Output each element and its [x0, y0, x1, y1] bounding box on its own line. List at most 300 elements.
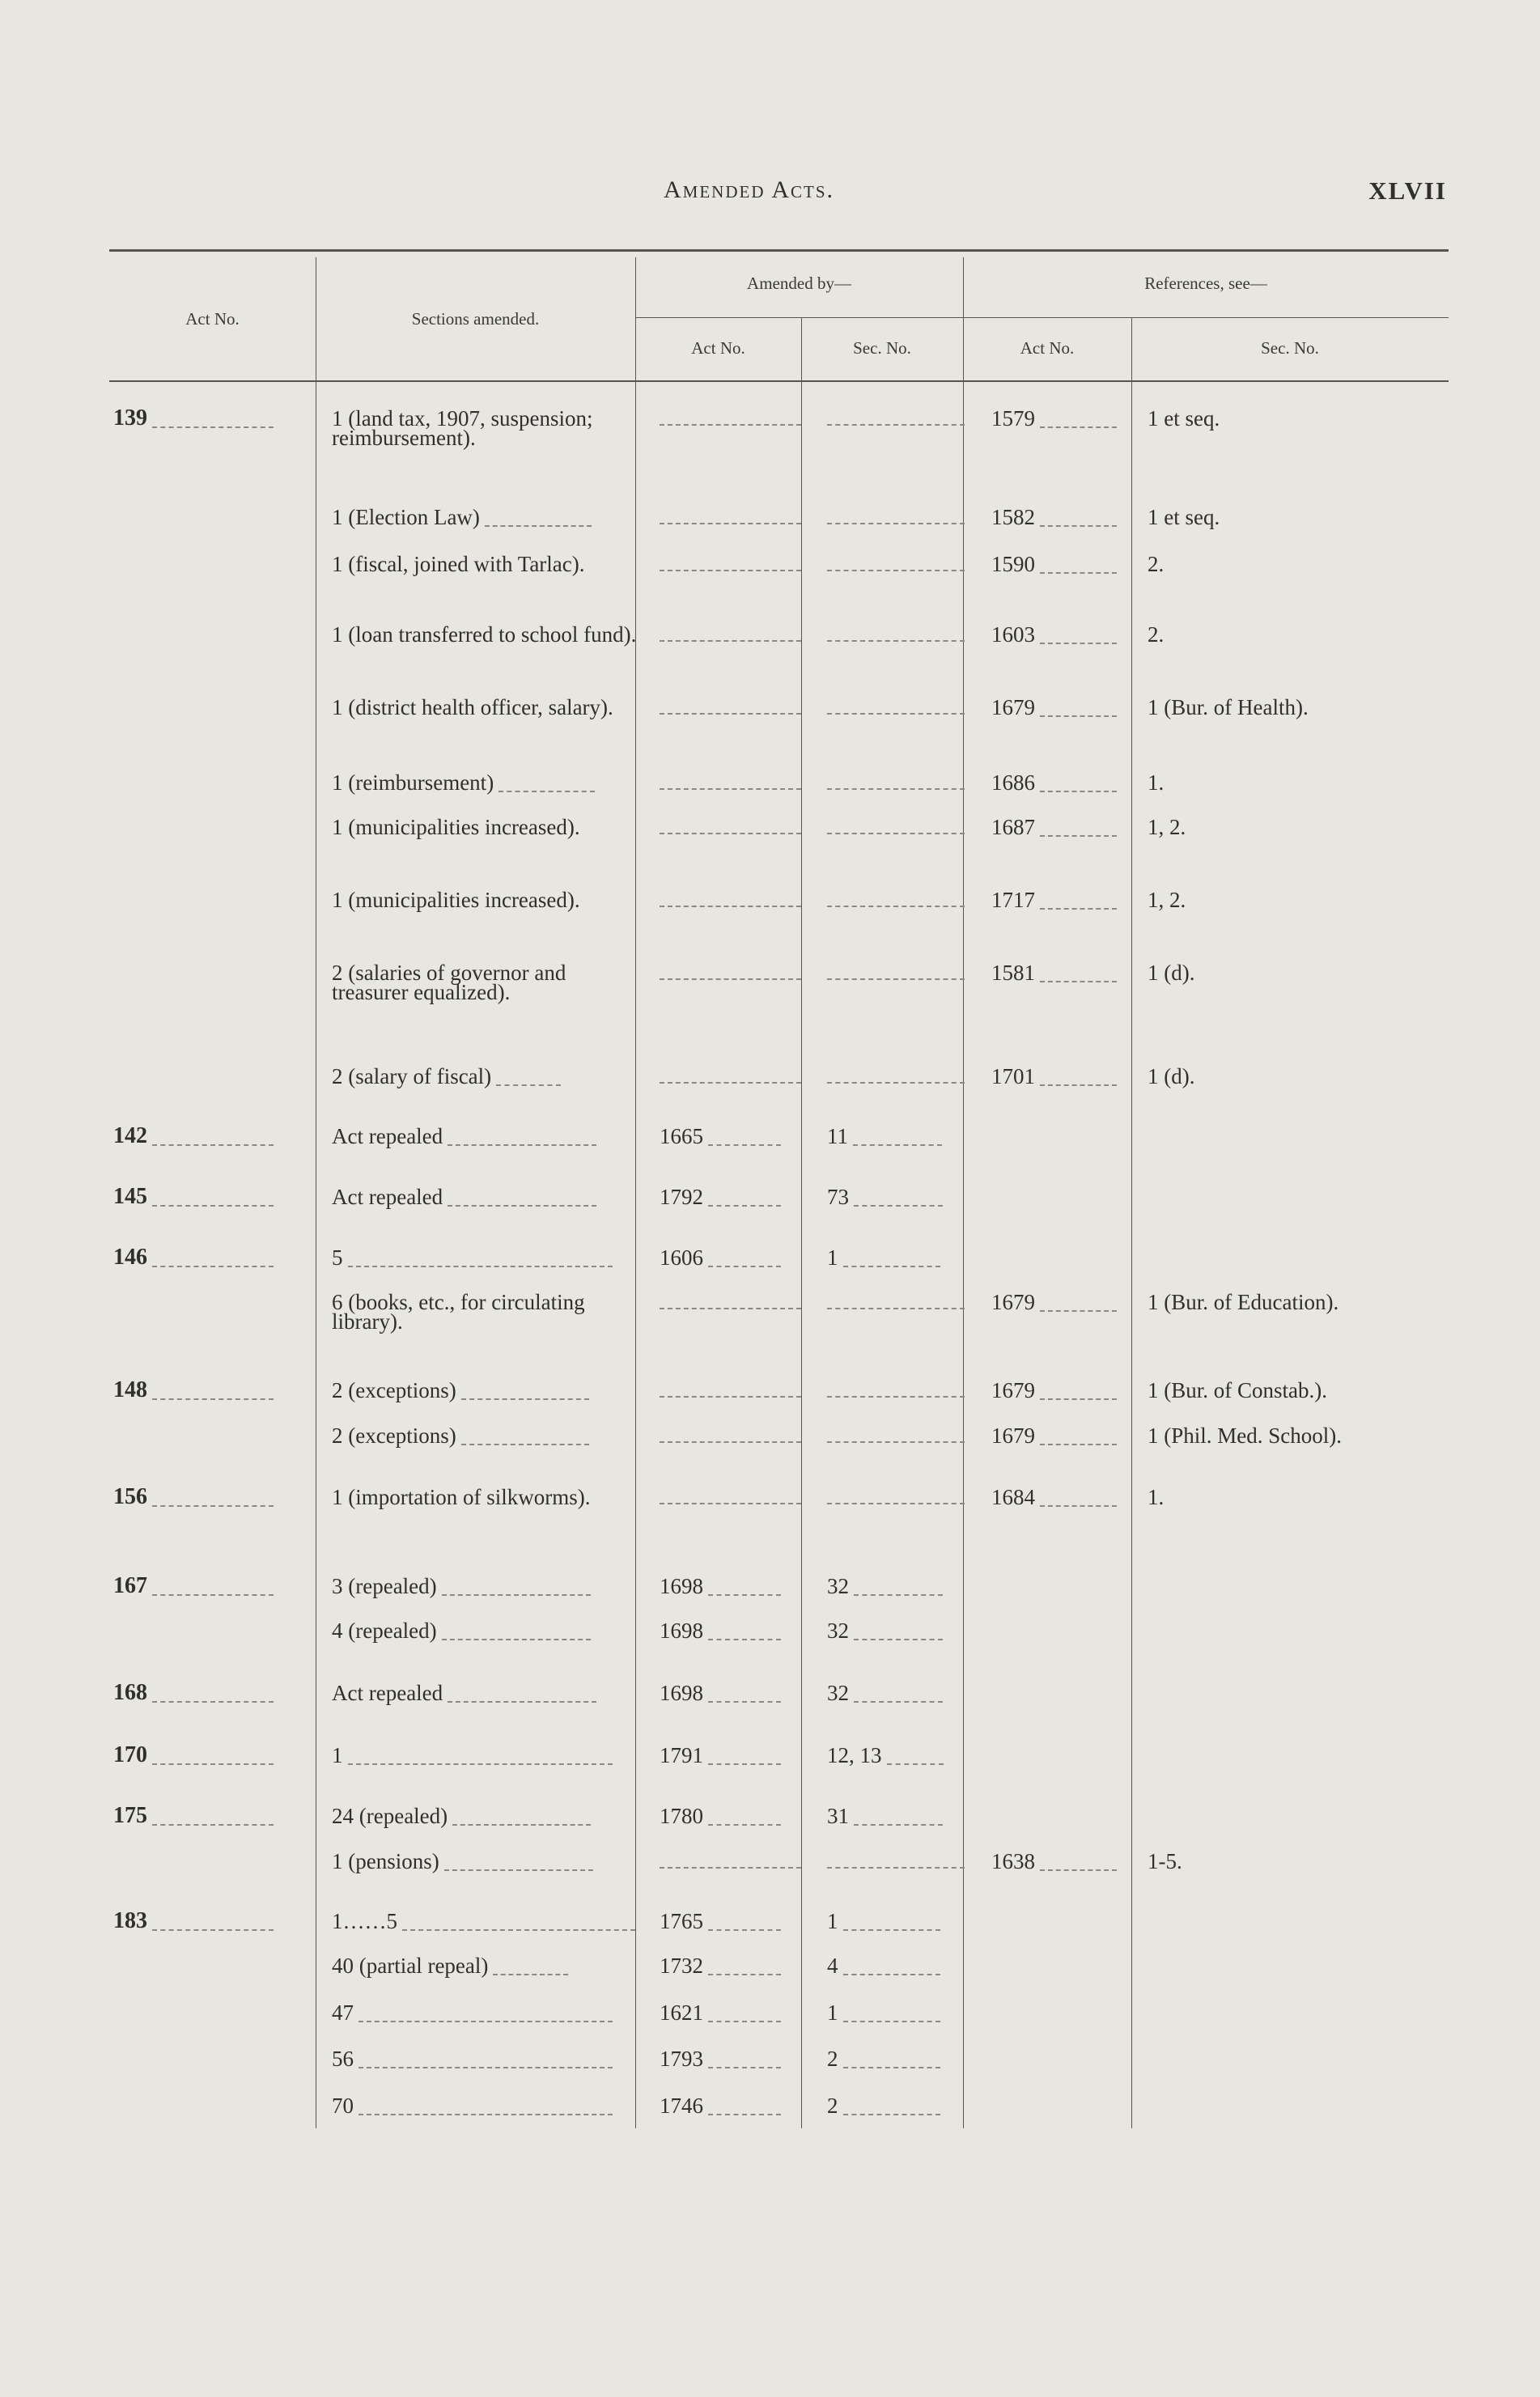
table-top-rule [109, 249, 1449, 252]
dot-leader [660, 1432, 801, 1443]
amended-by-sec-text: 12, 13 [827, 1743, 882, 1767]
amended-by-act [660, 2094, 805, 2118]
dot-leader [461, 1434, 589, 1445]
amended-by-act [660, 1911, 805, 1931]
reference-sec-text: 1 (Phil. Med. School). [1148, 1423, 1342, 1448]
reference-sec-text: 1-5. [1148, 1849, 1182, 1873]
sections-amended [332, 1954, 639, 1978]
amended-by-sec-empty [827, 773, 973, 792]
amended-by-sec-empty [827, 890, 973, 910]
reference-sec-text: 2. [1148, 622, 1165, 647]
reference-act-text: 1679 [991, 1290, 1035, 1314]
amended-by-act-empty [660, 963, 805, 982]
dot-leader [452, 1814, 591, 1826]
amended-by-act-empty [660, 554, 805, 574]
reference-sec [1148, 890, 1504, 910]
dot-leader [448, 1691, 596, 1703]
act-number [113, 405, 316, 431]
amended-by-sec-empty [827, 698, 973, 717]
dot-leader [843, 2104, 940, 2115]
act-number-text: 146 [113, 1245, 147, 1270]
dot-leader [843, 1964, 940, 1975]
dot-leader [348, 1754, 613, 1765]
dot-leader [843, 1256, 940, 1267]
dot-leader [448, 1135, 596, 1146]
amended-by-act-empty [660, 625, 805, 644]
amended-by-act-text: 1791 [660, 1743, 703, 1767]
act-number [113, 1245, 316, 1270]
references-subheader-rule [963, 317, 1449, 318]
amended-by-act [660, 1619, 805, 1643]
amended-by-act-empty [660, 409, 805, 428]
sections-amended-text: 70 [332, 2094, 354, 2118]
amended-by-act-empty [660, 1852, 805, 1871]
sections-amended [332, 817, 639, 837]
amended-by-act-empty [660, 1292, 805, 1312]
reference-sec-text: 1 (Bur. of Health). [1148, 695, 1309, 719]
sections-amended [332, 2094, 639, 2118]
amended-by-sec-text: 1 [827, 2000, 838, 2025]
dot-leader [827, 1857, 965, 1869]
reference-act-text: 1701 [991, 1064, 1035, 1088]
reference-act-text: 1679 [991, 1378, 1035, 1402]
dot-leader [708, 2057, 781, 2068]
act-number [113, 1377, 316, 1402]
dot-leader [660, 414, 801, 426]
reference-act-text: 1679 [991, 1423, 1035, 1448]
dot-leader [708, 1691, 781, 1703]
amended-by-act-text: 1746 [660, 2094, 703, 2118]
dot-leader [854, 1585, 943, 1596]
dot-leader [854, 1629, 943, 1640]
dot-leader [1040, 633, 1117, 644]
sections-amended [332, 1378, 639, 1402]
amended-by-act-empty [660, 773, 805, 792]
amended-by-act [660, 1743, 805, 1767]
dot-leader [827, 1072, 965, 1084]
sections-amended-text: 4 (repealed) [332, 1619, 437, 1643]
reference-sec-text: 1 (d). [1148, 961, 1195, 985]
amended-by-sec-text: 31 [827, 1804, 849, 1828]
dot-leader [660, 969, 801, 980]
amended-by-sec-text: 2 [827, 2047, 838, 2071]
dot-leader [1040, 971, 1117, 982]
amended-by-act-text: 1698 [660, 1619, 703, 1643]
reference-sec-text: 1. [1148, 770, 1165, 795]
dot-leader [827, 1298, 965, 1309]
amended-by-sec [827, 1683, 973, 1703]
amended-by-act-text: 1732 [660, 1954, 703, 1978]
amended-by-sec [827, 1126, 973, 1146]
sections-amended-text: 2 (salary of fiscal) [332, 1064, 492, 1088]
reference-sec-text: 1, 2. [1148, 888, 1186, 912]
dot-leader [152, 1195, 274, 1207]
reference-sec [1148, 1423, 1504, 1448]
reference-act [991, 554, 1137, 574]
amended-by-act-text: 1792 [660, 1185, 703, 1209]
dot-leader [152, 1814, 274, 1826]
dot-leader [152, 1135, 274, 1146]
sections-amended-text: Act repealed [332, 1681, 443, 1705]
act-number-text: 139 [113, 405, 147, 431]
sections-amended-text: 2 (exceptions) [332, 1378, 456, 1402]
sections-amended [332, 1126, 639, 1146]
dot-leader [708, 1585, 781, 1596]
dot-leader [827, 630, 965, 642]
reference-sec [1148, 1378, 1504, 1402]
act-number [113, 1680, 316, 1705]
dot-leader [660, 1072, 801, 1084]
amended-by-sec-empty [827, 1426, 973, 1445]
dot-leader [1040, 825, 1117, 837]
reference-act-text: 1579 [991, 406, 1035, 431]
page-number: XLVII [1368, 176, 1447, 205]
header-act-no: Act No. [185, 309, 240, 329]
header-references-act: Act No. [1020, 338, 1075, 358]
dot-leader [843, 1920, 940, 1931]
dot-leader [827, 1386, 965, 1398]
amended-by-sec-empty [827, 409, 973, 428]
reference-act [991, 406, 1137, 431]
amended-by-act-empty [660, 890, 805, 910]
amended-by-sec-empty [827, 1487, 973, 1507]
amended-by-act [660, 2047, 805, 2071]
reference-act-text: 1684 [991, 1485, 1035, 1509]
amended-by-sec [827, 2047, 973, 2071]
dot-leader [358, 2057, 613, 2068]
sections-amended [332, 695, 639, 719]
reference-act [991, 1292, 1137, 1312]
sections-amended-text: 2 (salaries of governor and treasurer equalized). [332, 961, 566, 1004]
amended-by-sec-text: 32 [827, 1619, 849, 1643]
dot-leader [708, 1754, 781, 1765]
sections-amended-text: 1 (land tax, 1907, suspension; reimbursement). [332, 406, 593, 450]
sections-amended-text: 1 (loan transferred to school fund). [332, 622, 637, 647]
dot-leader [854, 1195, 943, 1207]
dot-leader [348, 1256, 613, 1267]
dot-leader [660, 1857, 801, 1869]
reference-act-text: 1717 [991, 888, 1035, 912]
dot-leader [485, 515, 592, 527]
dot-leader [442, 1629, 591, 1640]
reference-act-text: 1638 [991, 1849, 1035, 1873]
act-number [113, 1742, 316, 1767]
dot-leader [152, 1495, 274, 1507]
reference-sec [1148, 1849, 1504, 1873]
amended-by-act-text: 1698 [660, 1681, 703, 1705]
amended-by-act-text: 1665 [660, 1124, 703, 1148]
sections-amended-text: 1 (pensions) [332, 1849, 439, 1873]
reference-act [991, 1487, 1137, 1507]
sections-amended-text: 3 (repealed) [332, 1574, 437, 1598]
dot-leader [660, 1493, 801, 1504]
dot-leader [358, 2104, 613, 2115]
reference-act-text: 1590 [991, 552, 1035, 576]
act-number-text: 175 [113, 1803, 147, 1828]
dot-leader [1040, 706, 1117, 717]
dot-leader [1040, 417, 1117, 428]
dot-leader [1040, 515, 1117, 527]
sections-amended-text: 1 (importation of silkworms). [332, 1485, 591, 1509]
amended-by-sec-text: 11 [827, 1124, 848, 1148]
amended-by-sec [827, 1911, 973, 1931]
reference-act [991, 770, 1137, 795]
reference-act-text: 1582 [991, 505, 1035, 529]
amended-by-act-text: 1621 [660, 2000, 703, 2025]
sections-amended-text: 1……5 [332, 1909, 397, 1933]
sections-amended-text: 1 (district health officer, salary). [332, 695, 613, 719]
act-number [113, 1908, 316, 1933]
dot-leader [708, 1135, 781, 1146]
sections-amended-text: Act repealed [332, 1124, 443, 1148]
amended-by-act-text: 1780 [660, 1804, 703, 1828]
reference-sec [1148, 770, 1504, 795]
sections-amended [332, 1911, 639, 1931]
dot-leader [843, 2011, 940, 2022]
reference-sec [1148, 1064, 1504, 1088]
sections-amended-text: 47 [332, 2000, 354, 2025]
reference-act [991, 1378, 1137, 1402]
amended-by-act [660, 1806, 805, 1826]
header-amended-by: Amended by— [747, 274, 851, 293]
amended-by-sec-text: 4 [827, 1954, 838, 1978]
amended-by-sec-empty [827, 507, 973, 527]
dot-leader [152, 417, 274, 428]
dot-leader [358, 2011, 613, 2022]
dot-leader [854, 1814, 943, 1826]
reference-act [991, 1849, 1137, 1873]
amended-by-sec [827, 1187, 973, 1207]
sections-amended-text: 1 [332, 1743, 343, 1767]
amended-by-act-text: 1606 [660, 1245, 703, 1270]
amended-subheader-rule [635, 317, 963, 318]
sections-amended-text: 1 (fiscal, joined with Tarlac). [332, 552, 585, 576]
dot-leader [1040, 1495, 1117, 1507]
header-amended-by-act: Act No. [691, 338, 745, 358]
dot-leader [152, 1389, 274, 1400]
reference-sec [1148, 695, 1504, 719]
sections-amended [332, 1187, 639, 1207]
reference-act-text: 1581 [991, 961, 1035, 985]
sections-amended [332, 890, 639, 910]
reference-act [991, 890, 1137, 910]
amended-by-act-empty [660, 817, 805, 837]
amended-by-sec-empty [827, 625, 973, 644]
sections-amended-text: 24 (repealed) [332, 1804, 448, 1828]
dot-leader [496, 1075, 561, 1086]
running-title: Amended Acts. [664, 176, 835, 203]
reference-sec [1148, 817, 1504, 837]
reference-sec [1148, 1487, 1504, 1507]
sections-amended [332, 1487, 639, 1507]
reference-act [991, 507, 1137, 527]
header-sections-amended: Sections amended. [411, 309, 540, 329]
dot-leader [660, 896, 801, 907]
dot-leader [498, 781, 595, 792]
dot-leader [152, 1256, 274, 1267]
dot-leader [660, 1386, 801, 1398]
reference-act [991, 1064, 1137, 1088]
dot-leader [444, 1860, 593, 1871]
act-number [113, 1123, 316, 1148]
reference-sec [1148, 554, 1504, 574]
dot-leader [827, 896, 965, 907]
amended-by-sec [827, 1576, 973, 1596]
sections-amended [332, 406, 639, 450]
dot-leader [708, 1814, 781, 1826]
dot-leader [1040, 1300, 1117, 1312]
sections-amended [332, 554, 639, 574]
reference-act [991, 1423, 1137, 1448]
act-number [113, 1803, 316, 1828]
sections-amended-text: 1 (Election Law) [332, 505, 480, 529]
amended-by-act-text: 1698 [660, 1574, 703, 1598]
dot-leader [708, 2011, 781, 2022]
reference-sec-text: 1 (Bur. of Constab.). [1148, 1378, 1327, 1402]
amended-by-sec-text: 32 [827, 1681, 849, 1705]
dot-leader [827, 1432, 965, 1443]
amended-by-act-empty [660, 1487, 805, 1507]
reference-sec [1148, 406, 1504, 431]
reference-act-text: 1686 [991, 770, 1035, 795]
amended-by-act-empty [660, 1067, 805, 1086]
sections-amended [332, 507, 639, 527]
dot-leader [827, 969, 965, 980]
sections-amended-text: 56 [332, 2047, 354, 2071]
dot-leader [827, 560, 965, 571]
dot-leader [827, 703, 965, 715]
act-number-text: 148 [113, 1377, 147, 1402]
sections-amended [332, 1245, 639, 1270]
sections-amended-text: 1 (reimbursement) [332, 770, 494, 795]
dot-leader [827, 823, 965, 834]
dot-leader [1040, 1860, 1117, 1871]
amended-by-act [660, 1576, 805, 1596]
page-header [0, 176, 1540, 217]
sections-amended-text: 1 (municipalities increased). [332, 888, 580, 912]
dot-leader [461, 1389, 589, 1400]
amended-by-sec-empty [827, 963, 973, 982]
amended-by-act-empty [660, 698, 805, 717]
dot-leader [448, 1195, 596, 1207]
amended-by-sec [827, 1245, 973, 1270]
reference-act-text: 1687 [991, 815, 1035, 839]
header-bottom-rule [109, 380, 1449, 382]
amended-by-act [660, 1683, 805, 1703]
dot-leader [660, 778, 801, 790]
reference-act [991, 695, 1137, 719]
dot-leader [827, 1493, 965, 1504]
amended-by-act [660, 1187, 805, 1207]
header-amended-by-sec: Sec. No. [853, 338, 911, 358]
sections-amended-text: 40 (partial repeal) [332, 1954, 489, 1978]
dot-leader [660, 703, 801, 715]
amended-by-sec [827, 2000, 973, 2025]
amended-by-sec-empty [827, 554, 973, 574]
dot-leader [1040, 1075, 1117, 1086]
amended-by-sec-empty [827, 1067, 973, 1086]
sections-amended-text: Act repealed [332, 1185, 443, 1209]
dot-leader [660, 1298, 801, 1309]
dot-leader [660, 513, 801, 524]
dot-leader [827, 778, 965, 790]
dot-leader [1040, 898, 1117, 910]
sections-amended [332, 1064, 639, 1088]
sections-amended [332, 1743, 639, 1767]
sections-amended [332, 1576, 639, 1596]
sections-amended-text: 5 [332, 1245, 343, 1270]
dot-leader [708, 1964, 781, 1975]
reference-sec-text: 1 et seq. [1148, 406, 1220, 431]
dot-leader [152, 1585, 274, 1596]
amended-by-sec-empty [827, 817, 973, 837]
amended-by-act [660, 1954, 805, 1978]
reference-sec-text: 1 (d). [1148, 1064, 1195, 1088]
dot-leader [152, 1754, 274, 1765]
amended-by-sec-text: 1 [827, 1909, 838, 1933]
amended-by-act [660, 2000, 805, 2025]
dot-leader [708, 1629, 781, 1640]
sections-amended [332, 1290, 639, 1334]
amended-by-sec [827, 1954, 973, 1978]
reference-sec [1148, 1292, 1504, 1312]
reference-act [991, 817, 1137, 837]
dot-leader [660, 560, 801, 571]
sections-amended [332, 1619, 639, 1643]
amended-by-act [660, 1126, 805, 1146]
dot-leader [1040, 1434, 1117, 1445]
dot-leader [843, 2057, 940, 2068]
reference-sec [1148, 507, 1504, 527]
reference-sec-text: 1. [1148, 1485, 1165, 1509]
amended-by-sec-empty [827, 1292, 973, 1312]
sections-amended [332, 2000, 639, 2025]
reference-act [991, 622, 1137, 647]
dot-leader [152, 1691, 274, 1703]
dot-leader [854, 1691, 943, 1703]
sections-amended [332, 1849, 639, 1873]
dot-leader [1040, 1389, 1117, 1400]
amended-by-sec-empty [827, 1381, 973, 1400]
dot-leader [1040, 562, 1117, 574]
sections-amended [332, 963, 639, 1002]
act-number [113, 1484, 316, 1509]
sections-amended-text: 1 (municipalities increased). [332, 815, 580, 839]
reference-sec-text: 1 (Bur. of Education). [1148, 1290, 1339, 1314]
amended-by-sec-text: 73 [827, 1185, 849, 1209]
dot-leader [493, 1964, 568, 1975]
dot-leader [660, 823, 801, 834]
sections-amended [332, 770, 639, 795]
reference-act-text: 1603 [991, 622, 1035, 647]
reference-sec [1148, 622, 1504, 647]
amended-by-sec [827, 1806, 973, 1826]
sections-amended [332, 1423, 639, 1448]
amended-by-act-empty [660, 507, 805, 527]
dot-leader [402, 1920, 635, 1931]
act-number [113, 1573, 316, 1598]
sections-amended [332, 622, 639, 647]
amended-by-act-empty [660, 1426, 805, 1445]
act-number [113, 1184, 316, 1209]
sections-amended-text: 2 (exceptions) [332, 1423, 456, 1448]
reference-act-text: 1679 [991, 695, 1035, 719]
dot-leader [853, 1135, 942, 1146]
dot-leader [708, 1256, 781, 1267]
act-number-text: 170 [113, 1742, 147, 1767]
amended-by-sec-text: 2 [827, 2094, 838, 2118]
header-references: References, see— [1144, 274, 1267, 293]
